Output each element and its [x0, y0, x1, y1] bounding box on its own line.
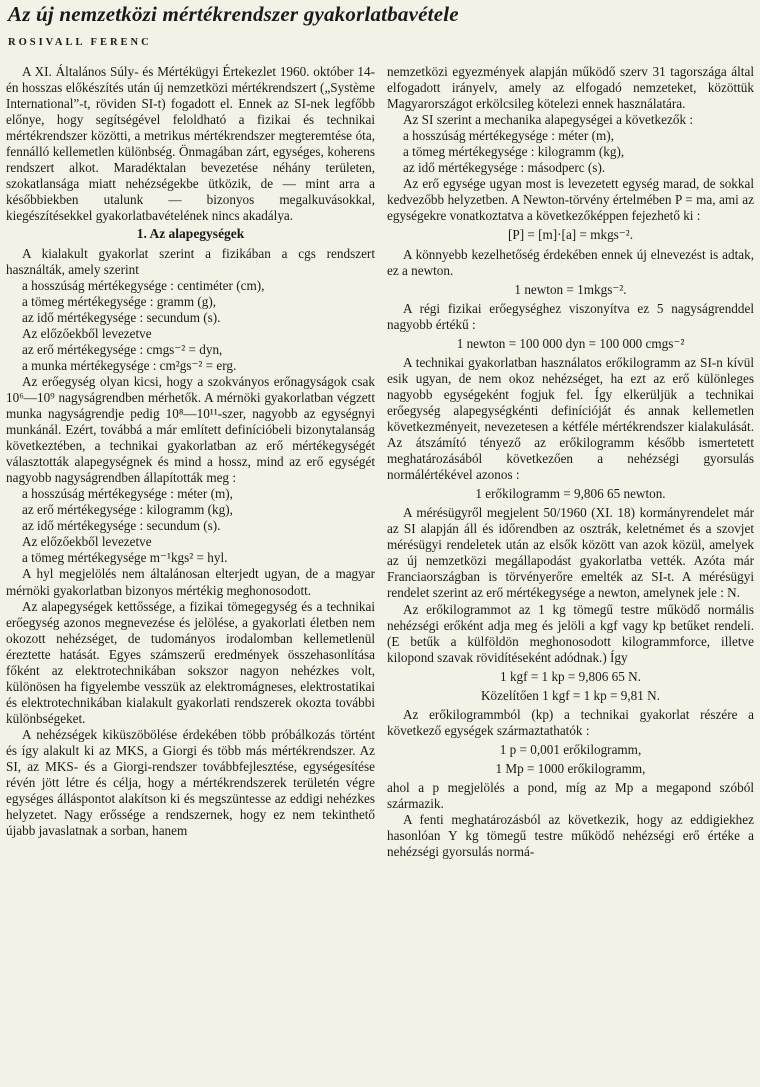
- list-item: a hosszúság mértékegysége : méter (m),: [22, 486, 233, 502]
- paragraph: A fenti meghatározásból az következik, hogy az eddigiekhez hasonlóan Y kg tömegű testre működő nehézségi erő értéke a nehézségi gyorsulás normá-: [387, 812, 754, 860]
- left-column: [6, 64, 375, 839]
- paragraph: Az erőkilogrammot az 1 kg tömegű testre működő normális nehézségi erőként adja meg és jelöli a kgf vagy kp betűket rendeli. (E betűk a külföldön meghonosodott kilogrammforce, illetve kilopond szavak rövidítéseként adódnak.) Így: [387, 601, 754, 665]
- list-item: Az előzőekből levezetve: [22, 325, 152, 341]
- article-title: Az új nemzetközi mértékrendszer gyakorlatbavétele: [8, 2, 459, 26]
- paragraph: Az erőkilogrammból (kp) a technikai gyakorlat részére a következő egységek származtathatók :: [387, 706, 754, 738]
- unit-list: [6, 278, 375, 374]
- formula: 1 p = 0,001 erőkilogramm,: [499, 741, 642, 757]
- article-author: ROSIVALL FERENC: [8, 37, 152, 48]
- list-item: a hosszúság mértékegysége : méter (m),: [403, 128, 614, 144]
- formula: 1 kgf = 1 kp = 9,806 65 N.: [500, 668, 641, 684]
- formula: 1 erőkilogramm = 9,806 65 newton.: [475, 486, 666, 502]
- formula: 1 newton = 100 000 dyn = 100 000 cmgs⁻²: [456, 335, 685, 351]
- paragraph: A mérésügyről megjelent 50/1960 (XI. 18) kormányrendelet már az SI alapján áll és időrendben az osztrák, keletnémet és a szovjet mérésügyi rendeletek után az elsők között van azok közül, amelyek az új nemzetközi megállapodást gyakorlatba vették. Azóta már Franciaországban is törvényerőre emelték az SI-t. A mérésügyi rendelet szerint az erő mértékegysége a newton, amelynek jele : N.: [387, 505, 754, 601]
- formula: 1 newton = 1mkgs⁻².: [514, 281, 627, 297]
- paragraph: Az alapegységek kettőssége, a fizikai tömegegység és a technikai erőegység azonos megnevezése és jelölése, a gyakorlati életben nem okozott nehézséget, de tudományos irodalomban kellemetlenül éreztette hatását. Egyes számszerű eredmények összehasonlítása főként az elektrotechnikában sokszor nagyon nehézkes volt, különösen ha figyelembe vesszük az elektromágneses, elektrostatikai és elektrotechnikában kialakult gyakorlati rendszerek okozta további különbségeket.: [6, 598, 375, 726]
- unit-list: [387, 128, 754, 176]
- list-item: a tömeg mértékegysége : gramm (g),: [22, 293, 217, 309]
- list-item: a tömeg mértékegysége m⁻¹kgs² = hyl.: [22, 550, 228, 566]
- paragraph: A könnyebb kezelhetőség érdekében ennek új elnevezést is adtak, ez a newton.: [387, 246, 754, 278]
- paragraph: A hyl megjelölés nem általánosan elterjedt ugyan, de a magyar mérnöki gyakorlatban bizonyos mértékig meghonosodott.: [6, 566, 375, 598]
- paragraph: A nehézségek kiküszöbölése érdekében több próbálkozás történt és így alakult ki az MKS, a Giorgi és több más mértékrendszer. Az SI, az MKS- és a Giorgi-rendszer továbbfejlesztése, egységesítése révén jött létre és célja, hogy a mértékrendszerek területén végre egységes álláspontot alakítson ki és megszüntesse az eddigi nehézkes helyzetet. Nagy erőssége a rendszernek, hogy ez nem tekinthető újabb javaslatnak a sorban, hanem: [6, 726, 375, 839]
- formula: [P] = [m]·[a] = mkgs⁻².: [507, 227, 634, 243]
- formula: 1 Mp = 1000 erőkilogramm,: [495, 760, 646, 776]
- list-item: a munka mértékegysége : cm²gs⁻² = erg.: [22, 357, 237, 373]
- paragraph: Az SI szerint a mechanika alapegységei a következők :: [403, 112, 694, 128]
- list-item: az erő mértékegysége : cmgs⁻² = dyn,: [22, 341, 223, 357]
- list-item: a hosszúság mértékegysége : centiméter (cm),: [22, 277, 265, 293]
- paragraph: Az erőegység olyan kicsi, hogy a szokványos erőnagyságok csak 10⁶—10⁹ nagyságrendben mérhetők. A mérnöki gyakorlatban végzett munka nagyságrendje pedig 10⁸—10¹¹-szer, nagyobb az egységnyi munkánál. Ezért, továbbá a már említett definícióbeli bizonytalanság következtében, a technikai gyakorlatban az erő mértékegységét választották alapegységnek és mind a hossz, mind az erő egységét nagyobb nagyságrendben állapították meg :: [6, 373, 375, 486]
- unit-list: [6, 486, 375, 566]
- paragraph: A XI. Általános Súly- és Mértékügyi Értekezlet 1960. október 14-én hosszas előkészítés után új nemzetközi mértékrendszert („Système International”-t, röviden SI-t) fogadott el. Ennek az SI-nek legfőbb előnye, hogy segítségével feloldható a fizikai és technikai mértékrendszer közötti, a metrikus mértékrendszer megteremtése óta, fennálló kellemetlen különbség. Önmagában zárt, egységes, koherens rendszert alkot. Maradéktalan bevezetése néhány területen, szokatlansága miatt nehézségekbe ütközik, de — mint arra a későbbiekben utalunk — bizonyos megalkuvásokkal, kiegészítésekkel gyakorlatbavételének nincs akadálya.: [6, 64, 375, 224]
- section-heading: 1. Az alapegységek: [136, 226, 245, 242]
- list-item: az idő mértékegysége : másodperc (s).: [403, 160, 606, 176]
- paragraph: A technikai gyakorlatban használatos erőkilogramm az SI-n kívül esik ugyan, de nem okoz nehézséget, ha ezt az erő különleges nagyobb egységeként fogjuk fel. Így elkerüljük a technikai erőegység alapegységkénti definícióját és annak kellemetlen következményeit, nevezetesen a kétféle mértékrendszer kialakulását. Az átszámító tényező az erőkilogramm később ismertetett meghatározásából következően a nehézségi gyorsulás normálértékével azonos :: [387, 354, 754, 483]
- list-item: az idő mértékegysége : secundum (s).: [22, 518, 221, 534]
- paragraph: A régi fizikai erőegységhez viszonyítva ez 5 nagyságrenddel nagyobb értékű :: [387, 300, 754, 332]
- list-item: az erő mértékegysége : kilogramm (kg),: [22, 502, 233, 518]
- right-column: [387, 64, 754, 860]
- paragraph: Az erő egysége ugyan most is levezetett egység marad, de sokkal kedvezőbb helyzetben. A Newton-törvény értelmében P = ma, ami az egységekre vonatkoztatva a következőképpen fejezhető ki :: [387, 176, 754, 224]
- list-item: a tömeg mértékegysége : kilogramm (kg),: [403, 144, 625, 160]
- paragraph: nemzetközi egyezmények alapján működő szerv 31 tagországa által elfogadott irányelv, amely az elfogadó nemzeteket, közöttük Magyarországot erkölcsileg kötelezi ennek használatára.: [387, 64, 754, 112]
- paragraph: A kialakult gyakorlat szerint a fizikában a cgs rendszert használták, amely szerint: [6, 245, 375, 277]
- paragraph: ahol a p megjelölés a pond, míg az Mp a megapond szóból származik.: [387, 779, 754, 812]
- formula: Közelítően 1 kgf = 1 kp = 9,81 N.: [481, 687, 660, 703]
- list-item: az idő mértékegysége : secundum (s).: [22, 309, 221, 325]
- list-item: Az előzőekből levezetve: [22, 534, 152, 550]
